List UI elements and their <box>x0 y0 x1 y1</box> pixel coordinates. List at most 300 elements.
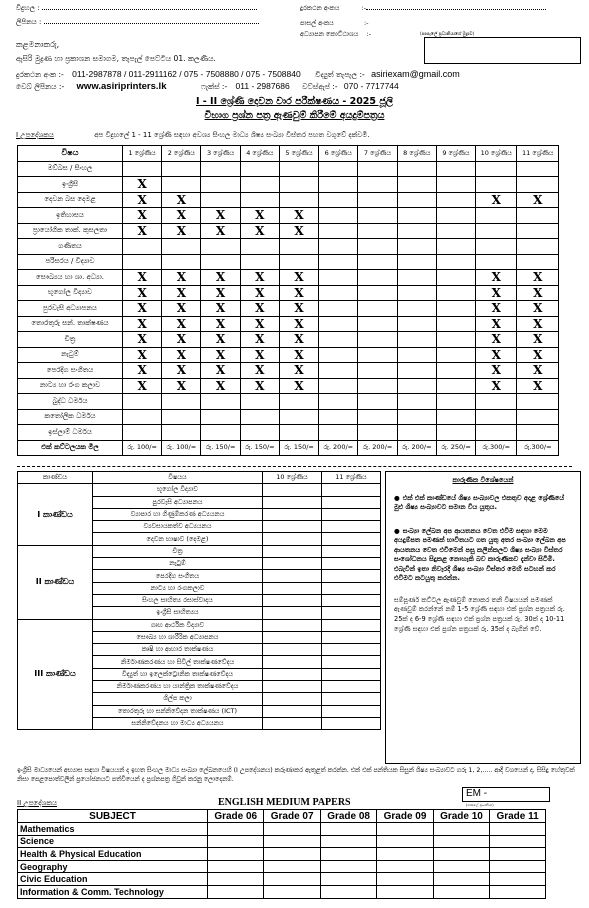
grid-count-cell[interactable]: X <box>517 363 559 379</box>
english-count-cell[interactable] <box>377 885 433 898</box>
grid-count-cell[interactable] <box>358 378 397 394</box>
grid-count-cell[interactable] <box>162 254 201 270</box>
grid-count-cell[interactable] <box>201 394 240 410</box>
grid-count-cell[interactable] <box>201 192 240 208</box>
grid-count-cell[interactable] <box>123 394 162 410</box>
grid-count-cell[interactable] <box>162 177 201 193</box>
grid-count-cell[interactable] <box>201 161 240 177</box>
grid-count-cell[interactable]: X <box>123 270 162 286</box>
grid-count-cell[interactable] <box>476 161 517 177</box>
basket-count-cell[interactable] <box>322 681 381 693</box>
grid-count-cell[interactable] <box>476 409 517 425</box>
grid-count-cell[interactable] <box>476 208 517 224</box>
grid-count-cell[interactable] <box>517 208 559 224</box>
grid-count-cell[interactable] <box>319 347 358 363</box>
grid-count-cell[interactable] <box>201 254 240 270</box>
grid-count-cell[interactable]: X <box>123 223 162 239</box>
grid-count-cell[interactable] <box>358 301 397 317</box>
english-count-cell[interactable] <box>320 885 376 898</box>
grid-count-cell[interactable] <box>436 378 475 394</box>
school-number-field[interactable]: පාසල් අංකය :- <box>300 19 369 27</box>
grid-count-cell[interactable] <box>517 409 559 425</box>
grid-count-cell[interactable] <box>123 254 162 270</box>
form-title: විභාග ප්‍රශ්න පත්‍ර ඇණවුම් කිරීමේ අයදුම්පත්‍රය <box>204 110 385 121</box>
grid-count-cell[interactable]: X <box>279 301 318 317</box>
grid-count-cell[interactable] <box>397 285 436 301</box>
grid-count-cell[interactable] <box>162 425 201 441</box>
dotted-separator <box>17 466 572 467</box>
grid-count-cell[interactable]: X <box>240 285 279 301</box>
grid-count-cell[interactable]: X <box>162 208 201 224</box>
english-count-cell[interactable] <box>377 860 433 873</box>
basket-count-cell[interactable] <box>322 533 381 545</box>
grid-count-cell[interactable] <box>436 192 475 208</box>
grid-count-cell[interactable] <box>397 378 436 394</box>
grade-header: 5 ශ්‍රේණිය <box>279 146 318 162</box>
grid-count-cell[interactable] <box>436 208 475 224</box>
grid-count-cell[interactable] <box>319 363 358 379</box>
grid-count-cell[interactable]: X <box>201 316 240 332</box>
english-count-cell[interactable] <box>433 823 489 836</box>
basket-count-cell[interactable] <box>322 496 381 508</box>
grid-count-cell[interactable] <box>436 363 475 379</box>
price-cell: රු. 100/= <box>162 440 201 456</box>
grid-count-cell[interactable] <box>476 239 517 255</box>
grid-count-cell[interactable] <box>240 161 279 177</box>
grid-count-cell[interactable] <box>358 161 397 177</box>
grid-count-cell[interactable] <box>319 161 358 177</box>
grid-count-cell[interactable]: X <box>201 301 240 317</box>
grid-count-cell[interactable] <box>358 394 397 410</box>
grid-count-cell[interactable] <box>279 239 318 255</box>
english-count-cell[interactable] <box>377 848 433 861</box>
grid-count-cell[interactable] <box>476 177 517 193</box>
grid-count-cell[interactable] <box>476 254 517 270</box>
english-count-cell[interactable] <box>208 823 264 836</box>
grid-count-cell[interactable]: X <box>162 285 201 301</box>
english-header-row <box>18 810 546 823</box>
grid-count-cell[interactable]: X <box>517 316 559 332</box>
english-count-cell[interactable] <box>264 848 320 861</box>
grid-count-cell[interactable] <box>397 394 436 410</box>
english-count-cell[interactable] <box>377 873 433 886</box>
basket-count-cell[interactable] <box>263 558 322 570</box>
grid-count-cell[interactable] <box>240 394 279 410</box>
grid-count-cell[interactable]: X <box>201 223 240 239</box>
grid-count-cell[interactable]: X <box>240 316 279 332</box>
basket-count-cell[interactable] <box>322 570 381 582</box>
grid-count-cell[interactable] <box>240 254 279 270</box>
section2-label: II උපදේශකය <box>17 799 58 807</box>
grid-count-cell[interactable] <box>517 161 559 177</box>
english-count-cell[interactable] <box>490 823 546 836</box>
basket-count-cell[interactable] <box>263 570 322 582</box>
basket-count-cell[interactable] <box>322 484 381 496</box>
grid-count-cell[interactable] <box>201 239 240 255</box>
division-field[interactable]: අධ්‍යාපන කොට්ඨාශය :- <box>300 30 371 38</box>
grid-count-cell[interactable]: X <box>240 270 279 286</box>
grid-count-cell[interactable] <box>123 161 162 177</box>
grid-count-cell[interactable]: X <box>240 208 279 224</box>
grid-count-cell[interactable] <box>358 270 397 286</box>
basket-count-cell[interactable] <box>322 705 381 717</box>
school-field[interactable] <box>16 4 276 13</box>
grid-count-cell[interactable] <box>358 239 397 255</box>
grid-count-cell[interactable]: X <box>162 316 201 332</box>
basket-count-cell[interactable] <box>322 644 381 656</box>
english-subject: Mathematics <box>18 823 208 836</box>
grid-count-cell[interactable]: X <box>279 316 318 332</box>
grid-count-cell[interactable]: X <box>240 301 279 317</box>
grid-count-cell[interactable] <box>517 239 559 255</box>
grid-count-cell[interactable] <box>436 301 475 317</box>
grid-count-cell[interactable] <box>436 177 475 193</box>
phone-field[interactable]: දුරකථන අංකය :- <box>300 4 546 13</box>
grid-count-cell[interactable] <box>319 378 358 394</box>
basket-count-cell[interactable] <box>322 582 381 594</box>
grid-count-cell[interactable] <box>162 239 201 255</box>
grid-count-cell[interactable]: X <box>517 285 559 301</box>
basket-header-label: කාණ්ඩය <box>18 472 93 484</box>
english-count-cell[interactable] <box>490 885 546 898</box>
grid-count-cell[interactable] <box>358 285 397 301</box>
basket-count-cell[interactable] <box>322 619 381 631</box>
grid-count-cell[interactable] <box>436 161 475 177</box>
grid-count-cell[interactable]: X <box>162 378 201 394</box>
basket-count-cell[interactable] <box>322 508 381 520</box>
grid-count-cell[interactable] <box>319 270 358 286</box>
grid-count-cell[interactable]: X <box>279 270 318 286</box>
grid-count-cell[interactable]: X <box>201 332 240 348</box>
grid-count-cell[interactable] <box>436 270 475 286</box>
grid-count-cell[interactable] <box>397 208 436 224</box>
basket-count-cell[interactable] <box>263 496 322 508</box>
grid-count-cell[interactable] <box>319 177 358 193</box>
basket-count-cell[interactable] <box>263 582 322 594</box>
grid-count-cell[interactable] <box>397 425 436 441</box>
grid-count-cell[interactable] <box>201 177 240 193</box>
grid-count-cell[interactable]: X <box>476 270 517 286</box>
english-count-cell[interactable] <box>433 885 489 898</box>
grid-count-cell[interactable] <box>319 208 358 224</box>
basket-count-cell[interactable] <box>263 533 322 545</box>
basket-count-cell[interactable] <box>263 681 322 693</box>
basket-count-cell[interactable] <box>263 631 322 643</box>
grid-count-cell[interactable] <box>397 254 436 270</box>
grid-count-cell[interactable]: X <box>123 285 162 301</box>
english-count-cell[interactable] <box>208 873 264 886</box>
basket-count-cell[interactable] <box>322 521 381 533</box>
grid-count-cell[interactable] <box>358 192 397 208</box>
grid-count-cell[interactable] <box>319 316 358 332</box>
grid-count-cell[interactable]: X <box>162 270 201 286</box>
grid-count-cell[interactable]: X <box>123 378 162 394</box>
basket-count-cell[interactable] <box>322 693 381 705</box>
english-count-cell[interactable] <box>208 885 264 898</box>
english-count-cell[interactable] <box>433 835 489 848</box>
email-address[interactable]: asiriexam@gmail.com <box>371 69 460 79</box>
grid-count-cell[interactable] <box>397 316 436 332</box>
basket-count-cell[interactable] <box>322 717 381 729</box>
grid-count-cell[interactable] <box>123 239 162 255</box>
grid-count-cell[interactable]: X <box>201 285 240 301</box>
grid-count-cell[interactable] <box>517 254 559 270</box>
grid-count-cell[interactable] <box>240 192 279 208</box>
grid-count-cell[interactable]: X <box>240 223 279 239</box>
grid-count-cell[interactable]: X <box>201 378 240 394</box>
grid-count-cell[interactable] <box>240 239 279 255</box>
grade-header: 8 ශ්‍රේණිය <box>397 146 436 162</box>
grid-count-cell[interactable]: X <box>162 332 201 348</box>
basket-count-cell[interactable] <box>322 668 381 680</box>
english-count-cell[interactable] <box>377 823 433 836</box>
grid-count-cell[interactable] <box>436 394 475 410</box>
english-count-cell[interactable] <box>264 873 320 886</box>
grid-count-cell[interactable] <box>397 192 436 208</box>
grid-count-cell[interactable] <box>436 239 475 255</box>
basket-count-cell[interactable] <box>322 545 381 557</box>
grid-count-cell[interactable]: X <box>201 347 240 363</box>
grid-count-cell[interactable] <box>358 409 397 425</box>
english-count-cell[interactable] <box>208 848 264 861</box>
english-count-cell[interactable] <box>433 848 489 861</box>
grid-count-cell[interactable] <box>319 394 358 410</box>
grid-row <box>18 394 559 410</box>
basket-count-cell[interactable] <box>263 594 322 606</box>
grid-count-cell[interactable] <box>517 177 559 193</box>
english-count-cell[interactable] <box>320 873 376 886</box>
basket-subject: දෙවන භාෂාව (දෙමළ) <box>93 533 263 545</box>
grid-count-cell[interactable] <box>397 363 436 379</box>
basket-count-cell[interactable] <box>263 619 322 631</box>
english-count-cell[interactable] <box>208 860 264 873</box>
english-count-cell[interactable] <box>208 835 264 848</box>
basket-count-cell[interactable] <box>322 558 381 570</box>
english-count-cell[interactable] <box>433 860 489 873</box>
grid-count-cell[interactable]: X <box>476 378 517 394</box>
basket-count-cell[interactable] <box>263 644 322 656</box>
grid-count-cell[interactable] <box>358 223 397 239</box>
grid-subject-cell: ඉතිහාසය <box>18 208 123 224</box>
english-count-cell[interactable] <box>264 860 320 873</box>
grid-count-cell[interactable]: X <box>123 192 162 208</box>
grid-count-cell[interactable] <box>358 332 397 348</box>
grid-count-cell[interactable] <box>240 409 279 425</box>
division-label: අධ්‍යාපන කොට්ඨාශය <box>300 30 359 38</box>
grid-count-cell[interactable] <box>436 254 475 270</box>
english-count-cell[interactable] <box>320 860 376 873</box>
grid-count-cell[interactable] <box>436 409 475 425</box>
grid-count-cell[interactable] <box>358 177 397 193</box>
grid-count-cell[interactable] <box>358 425 397 441</box>
english-count-cell[interactable] <box>433 873 489 886</box>
grid-count-cell[interactable] <box>162 161 201 177</box>
basket-count-cell[interactable] <box>322 607 381 619</box>
grid-count-cell[interactable]: X <box>517 192 559 208</box>
grid-count-cell[interactable] <box>358 316 397 332</box>
grid-count-cell[interactable]: X <box>162 363 201 379</box>
grid-count-cell[interactable] <box>319 192 358 208</box>
english-count-cell[interactable] <box>490 848 546 861</box>
grid-count-cell[interactable] <box>358 347 397 363</box>
grade-header: 6 ශ්‍රේණිය <box>319 146 358 162</box>
basket-count-cell[interactable] <box>263 521 322 533</box>
grid-count-cell[interactable]: X <box>279 223 318 239</box>
grid-count-cell[interactable]: X <box>162 192 201 208</box>
grid-count-cell[interactable]: X <box>476 332 517 348</box>
grid-count-cell[interactable]: X <box>279 378 318 394</box>
grid-count-cell[interactable] <box>436 223 475 239</box>
grid-count-cell[interactable]: X <box>123 177 162 193</box>
grid-count-cell[interactable] <box>436 332 475 348</box>
grid-count-cell[interactable] <box>517 223 559 239</box>
english-count-cell[interactable] <box>264 885 320 898</box>
grid-count-cell[interactable]: X <box>279 285 318 301</box>
grid-count-cell[interactable] <box>279 409 318 425</box>
grid-count-cell[interactable]: X <box>123 208 162 224</box>
grid-count-cell[interactable] <box>476 223 517 239</box>
basket-count-cell[interactable] <box>263 656 322 668</box>
grid-count-cell[interactable]: X <box>240 378 279 394</box>
grid-row <box>18 378 559 394</box>
grid-count-cell[interactable]: X <box>201 270 240 286</box>
grid-count-cell[interactable] <box>397 409 436 425</box>
grid-count-cell[interactable] <box>279 192 318 208</box>
grid-count-cell[interactable] <box>397 332 436 348</box>
basket-count-cell[interactable] <box>263 717 322 729</box>
grid-count-cell[interactable] <box>279 161 318 177</box>
grid-count-cell[interactable]: X <box>517 347 559 363</box>
grid-count-cell[interactable]: X <box>123 332 162 348</box>
grid-count-cell[interactable] <box>436 285 475 301</box>
english-count-cell[interactable] <box>320 848 376 861</box>
grid-count-cell[interactable] <box>436 347 475 363</box>
email-label: විද්‍යුත් තැපැල :- <box>315 70 365 79</box>
grid-count-cell[interactable] <box>319 223 358 239</box>
grid-count-cell[interactable]: X <box>476 316 517 332</box>
grid-count-cell[interactable] <box>319 239 358 255</box>
basket-count-cell[interactable] <box>263 607 322 619</box>
grid-count-cell[interactable] <box>358 363 397 379</box>
grid-count-cell[interactable] <box>319 254 358 270</box>
grid-count-cell[interactable] <box>162 394 201 410</box>
grid-count-cell[interactable] <box>436 316 475 332</box>
basket-count-cell[interactable] <box>263 705 322 717</box>
grid-count-cell[interactable] <box>279 254 318 270</box>
grid-count-cell[interactable]: X <box>476 301 517 317</box>
grid-count-cell[interactable]: X <box>123 316 162 332</box>
grid-count-cell[interactable] <box>319 301 358 317</box>
english-count-cell[interactable] <box>320 835 376 848</box>
english-count-cell[interactable] <box>264 823 320 836</box>
english-count-cell[interactable] <box>490 873 546 886</box>
grid-count-cell[interactable] <box>240 177 279 193</box>
grid-count-cell[interactable] <box>397 223 436 239</box>
grid-count-cell[interactable] <box>397 347 436 363</box>
grid-count-cell[interactable] <box>397 270 436 286</box>
grid-count-cell[interactable]: X <box>123 301 162 317</box>
grid-count-cell[interactable]: X <box>476 363 517 379</box>
grid-count-cell[interactable] <box>397 239 436 255</box>
grid-count-cell[interactable] <box>358 254 397 270</box>
web-address[interactable]: www.asiriprinters.lk <box>76 81 167 92</box>
grid-count-cell[interactable]: X <box>279 347 318 363</box>
basket-count-cell[interactable] <box>263 693 322 705</box>
basket-count-cell[interactable] <box>263 668 322 680</box>
grid-count-cell[interactable]: X <box>517 301 559 317</box>
grid-count-cell[interactable]: X <box>240 347 279 363</box>
grid-count-cell[interactable]: X <box>162 347 201 363</box>
grid-count-cell[interactable]: X <box>201 363 240 379</box>
grid-count-cell[interactable] <box>517 425 559 441</box>
grid-count-cell[interactable]: X <box>162 301 201 317</box>
grid-count-cell[interactable] <box>436 425 475 441</box>
grid-count-cell[interactable] <box>279 394 318 410</box>
basket-count-cell[interactable] <box>263 484 322 496</box>
grid-count-cell[interactable] <box>517 394 559 410</box>
grid-count-cell[interactable] <box>123 409 162 425</box>
grid-count-cell[interactable]: X <box>123 347 162 363</box>
grid-count-cell[interactable] <box>319 409 358 425</box>
address-field[interactable] <box>16 18 276 27</box>
english-count-cell[interactable] <box>377 835 433 848</box>
basket-count-cell[interactable] <box>322 656 381 668</box>
basket-count-cell[interactable] <box>322 631 381 643</box>
grid-count-cell[interactable]: X <box>162 223 201 239</box>
basket-count-cell[interactable] <box>263 545 322 557</box>
grid-count-cell[interactable] <box>358 208 397 224</box>
grid-count-cell[interactable] <box>319 285 358 301</box>
english-count-cell[interactable] <box>264 835 320 848</box>
grid-count-cell[interactable] <box>162 409 201 425</box>
em-box[interactable] <box>462 787 550 802</box>
grid-count-cell[interactable]: X <box>476 347 517 363</box>
english-count-cell[interactable] <box>320 823 376 836</box>
grid-count-cell[interactable]: X <box>517 270 559 286</box>
grid-count-cell[interactable] <box>397 301 436 317</box>
grid-count-cell[interactable]: X <box>476 192 517 208</box>
grid-count-cell[interactable]: X <box>279 332 318 348</box>
grid-count-cell[interactable] <box>279 177 318 193</box>
grid-count-cell[interactable] <box>319 425 358 441</box>
grid-count-cell[interactable]: X <box>201 208 240 224</box>
grid-count-cell[interactable]: X <box>123 363 162 379</box>
grid-count-cell[interactable]: X <box>517 378 559 394</box>
grid-subject-cell: ගණිතය <box>18 239 123 255</box>
grid-count-cell[interactable] <box>279 425 318 441</box>
grid-count-cell[interactable] <box>123 425 162 441</box>
basket-count-cell[interactable] <box>322 594 381 606</box>
grid-count-cell[interactable] <box>240 425 279 441</box>
grid-count-cell[interactable] <box>201 425 240 441</box>
grid-count-cell[interactable] <box>397 177 436 193</box>
grid-count-cell[interactable] <box>476 425 517 441</box>
grid-row <box>18 270 559 286</box>
grid-count-cell[interactable]: X <box>476 285 517 301</box>
grid-count-cell[interactable] <box>476 394 517 410</box>
grid-count-cell[interactable]: X <box>517 332 559 348</box>
grid-count-cell[interactable]: X <box>240 332 279 348</box>
grid-count-cell[interactable] <box>319 332 358 348</box>
english-count-cell[interactable] <box>490 860 546 873</box>
basket-count-cell[interactable] <box>263 508 322 520</box>
grid-count-cell[interactable] <box>397 161 436 177</box>
grid-count-cell[interactable] <box>201 409 240 425</box>
english-count-cell[interactable] <box>490 835 546 848</box>
grid-count-cell[interactable]: X <box>240 363 279 379</box>
grid-count-cell[interactable]: X <box>279 208 318 224</box>
grid-count-cell[interactable]: X <box>279 363 318 379</box>
